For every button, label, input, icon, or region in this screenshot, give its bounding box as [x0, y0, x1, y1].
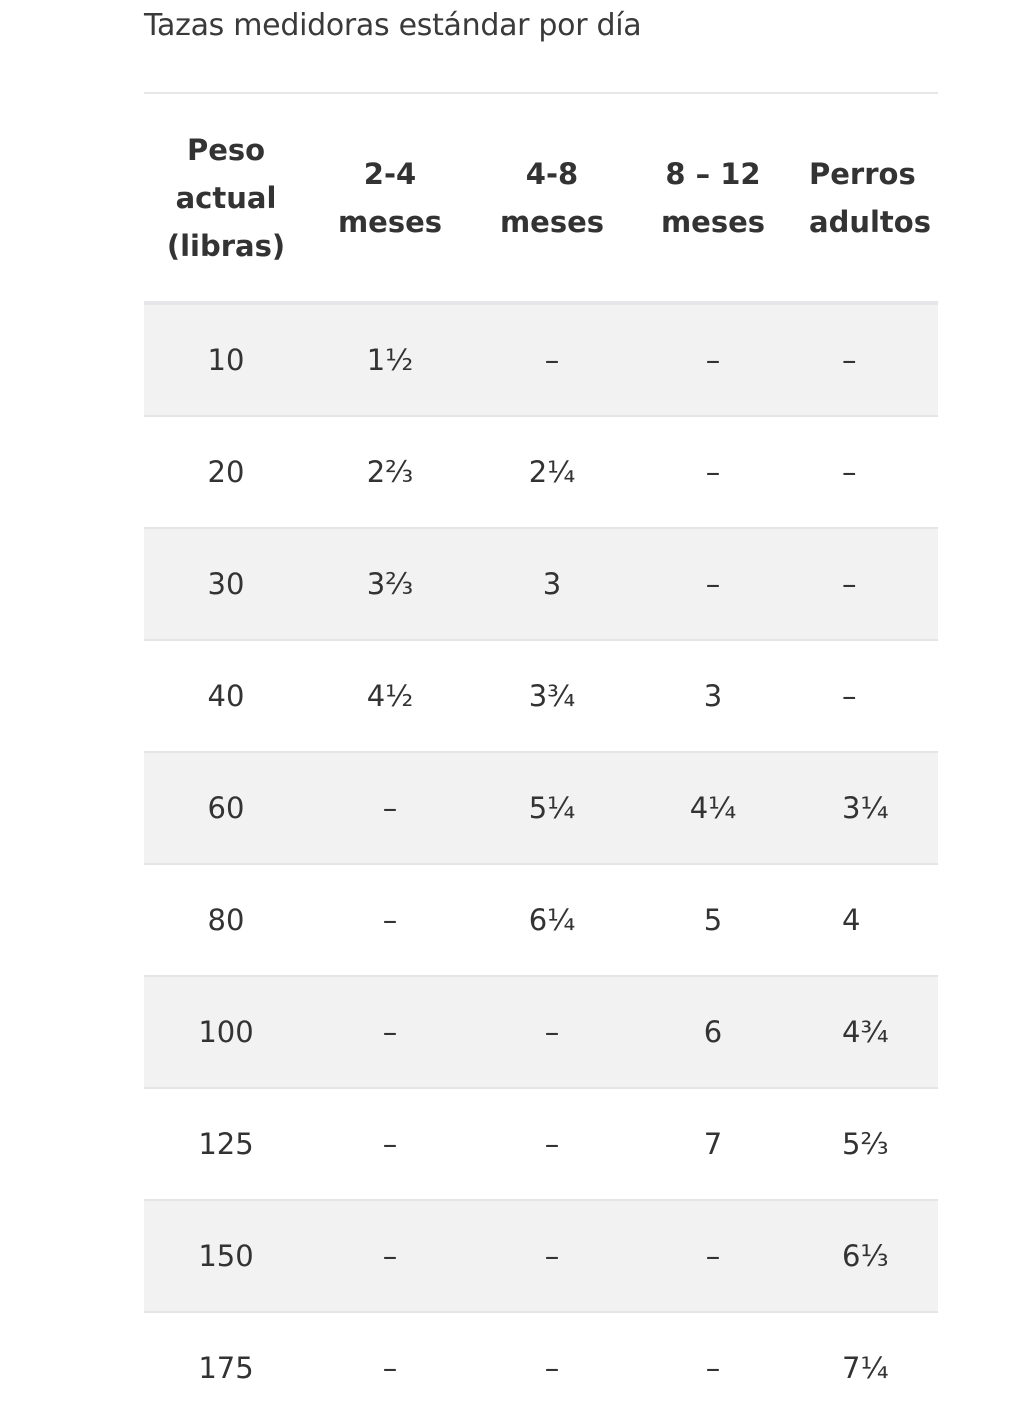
cell-2-4-months: –: [308, 1200, 472, 1312]
cell-4-8-months: –: [472, 1312, 632, 1413]
cell-adult: 7¼: [794, 1312, 938, 1413]
cell-4-8-months: –: [472, 1200, 632, 1312]
cell-weight: 175: [144, 1312, 308, 1413]
cell-adult: –: [794, 528, 938, 640]
table-header: [144, 94, 938, 303]
cell-4-8-months: 3¾: [472, 640, 632, 752]
header-4-8-line-1: 4-8: [525, 156, 579, 191]
cell-4-8-months: 5¼: [472, 752, 632, 864]
table-row: [144, 640, 938, 752]
table-row: [144, 752, 938, 864]
cell-weight: 20: [144, 416, 308, 528]
cell-2-4-months: –: [308, 752, 472, 864]
header-4-8-months: [472, 94, 632, 303]
cell-8-12-months: –: [632, 1312, 794, 1413]
table-row: [144, 976, 938, 1088]
table-row: [144, 416, 938, 528]
cell-adult: –: [794, 416, 938, 528]
cell-2-4-months: 1½: [308, 303, 472, 416]
header-8-12-line-1: 8 – 12: [665, 156, 761, 191]
table-row: [144, 1088, 938, 1200]
header-weight-line-3: (libras): [166, 228, 286, 263]
cell-weight: 60: [144, 752, 308, 864]
header-adult-line-1: Perros: [809, 156, 916, 191]
cell-adult: –: [794, 640, 938, 752]
header-weight: [144, 94, 308, 303]
cell-8-12-months: 6: [632, 976, 794, 1088]
header-adult-dogs: [794, 94, 938, 303]
cell-4-8-months: –: [472, 1088, 632, 1200]
cell-8-12-months: –: [632, 1200, 794, 1312]
cell-4-8-months: 6¼: [472, 864, 632, 976]
table-row: [144, 1200, 938, 1312]
cell-8-12-months: –: [632, 528, 794, 640]
cell-2-4-months: 3⅔: [308, 528, 472, 640]
header-8-12-months: [632, 94, 794, 303]
cell-weight: 100: [144, 976, 308, 1088]
cell-adult: 4: [794, 864, 938, 976]
table-row: [144, 1312, 938, 1413]
cell-weight: 30: [144, 528, 308, 640]
cell-8-12-months: 7: [632, 1088, 794, 1200]
header-2-4-months: [308, 94, 472, 303]
cell-weight: 150: [144, 1200, 308, 1312]
cell-2-4-months: –: [308, 976, 472, 1088]
header-2-4-line-1: 2-4: [363, 156, 417, 191]
cell-8-12-months: –: [632, 416, 794, 528]
cell-4-8-months: 3: [472, 528, 632, 640]
cell-weight: 80: [144, 864, 308, 976]
table-row: [144, 864, 938, 976]
cell-2-4-months: 4½: [308, 640, 472, 752]
cell-weight: 40: [144, 640, 308, 752]
header-2-4-line-2: meses: [337, 204, 443, 239]
cell-adult: 5⅔: [794, 1088, 938, 1200]
header-row: [144, 94, 938, 303]
cell-4-8-months: –: [472, 303, 632, 416]
cell-8-12-months: –: [632, 303, 794, 416]
cell-4-8-months: –: [472, 976, 632, 1088]
cell-8-12-months: 3: [632, 640, 794, 752]
table-body: [144, 303, 938, 1413]
cell-adult: –: [794, 303, 938, 416]
cell-adult: 4¾: [794, 976, 938, 1088]
header-weight-line-1: Peso: [186, 132, 266, 167]
cell-8-12-months: 4¼: [632, 752, 794, 864]
cell-adult: 3¼: [794, 752, 938, 864]
cell-weight: 125: [144, 1088, 308, 1200]
cell-2-4-months: –: [308, 1312, 472, 1413]
cell-2-4-months: 2⅔: [308, 416, 472, 528]
cell-4-8-months: 2¼: [472, 416, 632, 528]
header-adult-line-2: adultos: [809, 204, 931, 239]
cell-2-4-months: –: [308, 864, 472, 976]
cell-adult: 6⅓: [794, 1200, 938, 1312]
cell-weight: 10: [144, 303, 308, 416]
header-8-12-line-2: meses: [660, 204, 766, 239]
feeding-table-container[interactable]: [144, 92, 938, 1413]
table-caption: Tazas medidoras estándar por día: [144, 8, 642, 43]
header-4-8-line-2: meses: [499, 204, 605, 239]
feeding-table: [144, 94, 938, 1413]
table-row: [144, 303, 938, 416]
table-row: [144, 528, 938, 640]
cell-8-12-months: 5: [632, 864, 794, 976]
header-weight-line-2: actual: [175, 180, 277, 215]
cell-2-4-months: –: [308, 1088, 472, 1200]
